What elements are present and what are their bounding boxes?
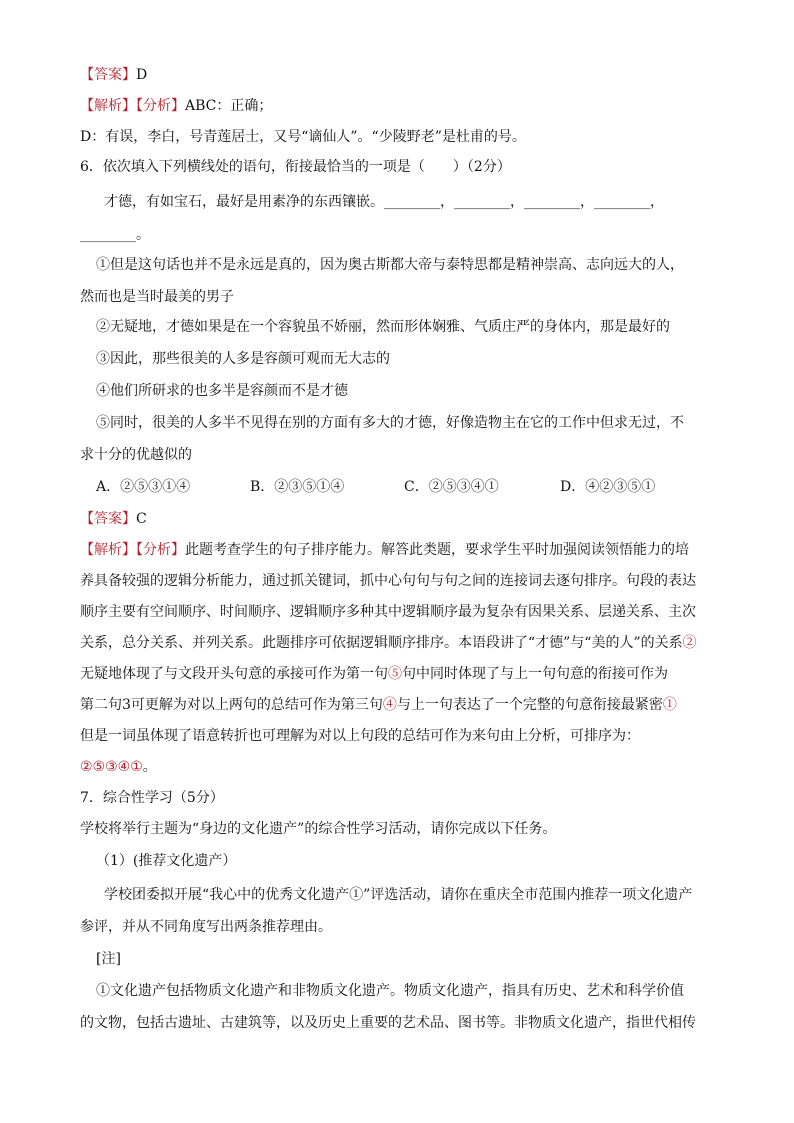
q6-analysis-2: 养具备较强的逻辑分析能力，通过抓关键词，抓中心句句与句之间的连接词去逐句排序。句段的表达 bbox=[80, 573, 696, 589]
q6-analysis-3: 顺序主要有空间顺序、时间顺序、逻辑顺序多种其中逻辑顺序最为复杂有因果关系、层递关系、主次 bbox=[80, 604, 696, 620]
q6-answer bbox=[80, 510, 147, 528]
q6-analysis-6 bbox=[80, 696, 677, 714]
choice-c: C．②⑤③④① bbox=[404, 479, 499, 495]
choice-d: D．④②③⑤① bbox=[560, 479, 656, 495]
q5-analysis-line2: D：有误，李白，号青莲居士，又号“谪仙人”。“少陵野老”是杜甫的号。 bbox=[80, 129, 526, 145]
q6-analysis-4 bbox=[80, 634, 697, 652]
analysis-text: 此题考查学生的句子排序能力。解答此类题，要求学生平时加强阅读领悟能力的培 bbox=[185, 542, 689, 558]
note-tag: [注] bbox=[96, 951, 121, 967]
analysis-text: 无疑地体现了与文段开头句意的承接可作为第一句 bbox=[80, 666, 388, 682]
q5-answer bbox=[80, 66, 147, 84]
q7-intro: 学校将举行主题为“身边的文化遗产”的综合性学习活动，请你完成以下任务。 bbox=[80, 821, 557, 837]
q7-task1-text-cont: 参评，并从不同角度写出两条推荐理由。 bbox=[80, 919, 332, 935]
final-order: ②⑤③④① bbox=[80, 759, 143, 775]
q6-sentence-3: ③因此，那些很美的人多是容颜可观而无大志的 bbox=[96, 351, 390, 367]
q5-analysis bbox=[80, 97, 272, 115]
analysis-tag: 【解析】【分析】 bbox=[80, 542, 185, 558]
analysis-text: 与上一句表达了一个完整的句意衔接最紧密 bbox=[396, 697, 663, 713]
analysis-text: ABC：正确； bbox=[185, 98, 273, 114]
answer-tag: 【答案】 bbox=[80, 67, 136, 83]
choice-a: A．②⑤③①④ bbox=[96, 479, 191, 495]
q7-task1-text: 学校团委拟开展“我心中的优秀文化遗产①”评选活动，请你在重庆全市范围内推荐一项文化遗产 bbox=[104, 887, 693, 903]
circled-mark: ⑤ bbox=[388, 666, 402, 682]
q6-analysis-1 bbox=[80, 541, 689, 559]
q6-sentence-5: ⑤同时，很美的人多半不见得在别的方面有多大的才德，好像造物主在它的工作中但求无过，不 bbox=[96, 415, 684, 431]
q7-title: 7．综合性学习（5分） bbox=[80, 790, 224, 806]
answer-value: C bbox=[136, 511, 147, 527]
q6-sentence-4: ④他们所研求的也多半是容颜而不是才德 bbox=[96, 383, 348, 399]
q6-sentence-1-cont: 然而也是当时最美的男子 bbox=[80, 289, 234, 305]
analysis-text: 关系，总分关系、并列关系。此题排序可依据逻辑顺序排序。本语段讲了“才德”与“美的人”的关系 bbox=[80, 635, 683, 651]
q6-sentence-2: ②无疑地，才德如果是在一个容貌虽不娇丽，然而形体娴雅、气质庄严的身体内，那是最好的 bbox=[96, 319, 670, 335]
final-end: 。 bbox=[142, 759, 157, 775]
q6-question: 6．依次填入下列横线处的语句，衔接最恰当的一项是（ ）（2分） bbox=[80, 159, 511, 175]
analysis-text: 第二句3可更解为对以上两句的总结可作为第三句 bbox=[80, 697, 383, 713]
answer-tag: 【答案】 bbox=[80, 511, 136, 527]
choice-b: B．②③⑤①④ bbox=[250, 479, 345, 495]
q7-task1: （1）(推荐文化遗产） bbox=[96, 853, 237, 869]
note-line-2: 的文物，包括古遗址、古建筑等，以及历史上重要的艺术品、图书等。非物质文化遗产，指世代相传 bbox=[80, 1015, 696, 1031]
circled-mark: ④ bbox=[382, 697, 397, 713]
circled-mark: ② bbox=[682, 635, 697, 651]
circled-mark: ① bbox=[662, 697, 677, 713]
answer-value: D bbox=[136, 67, 148, 83]
q6-sentence-5-cont: 求十分的优越似的 bbox=[80, 447, 192, 463]
q6-sentence-1: ①但是这句话也并不是永远是真的，因为奥古斯都大帝与泰特思都是精神崇高、志向远大的人， bbox=[96, 257, 684, 273]
q6-analysis-7: 但是一词虽体现了语意转折也可理解为对以上句段的总结可作为来句由上分析，可排序为： bbox=[80, 728, 640, 744]
q6-analysis-5 bbox=[80, 665, 668, 683]
q6-stem-line2: ________。 bbox=[80, 227, 150, 243]
analysis-text: 句中同时体现了与上一句句意的衔接可作为 bbox=[402, 666, 668, 682]
q6-final-order bbox=[80, 758, 157, 776]
q6-stem: 才德，有如宝石，最好是用素净的东西镶嵌。________，________，________，________， bbox=[104, 194, 664, 210]
note-line-1: ①文化遗产包括物质文化遗产和非物质文化遗产。物质文化遗产，指具有历史、艺术和科学价值 bbox=[96, 983, 684, 999]
analysis-tag: 【解析】【分析】 bbox=[80, 98, 185, 114]
